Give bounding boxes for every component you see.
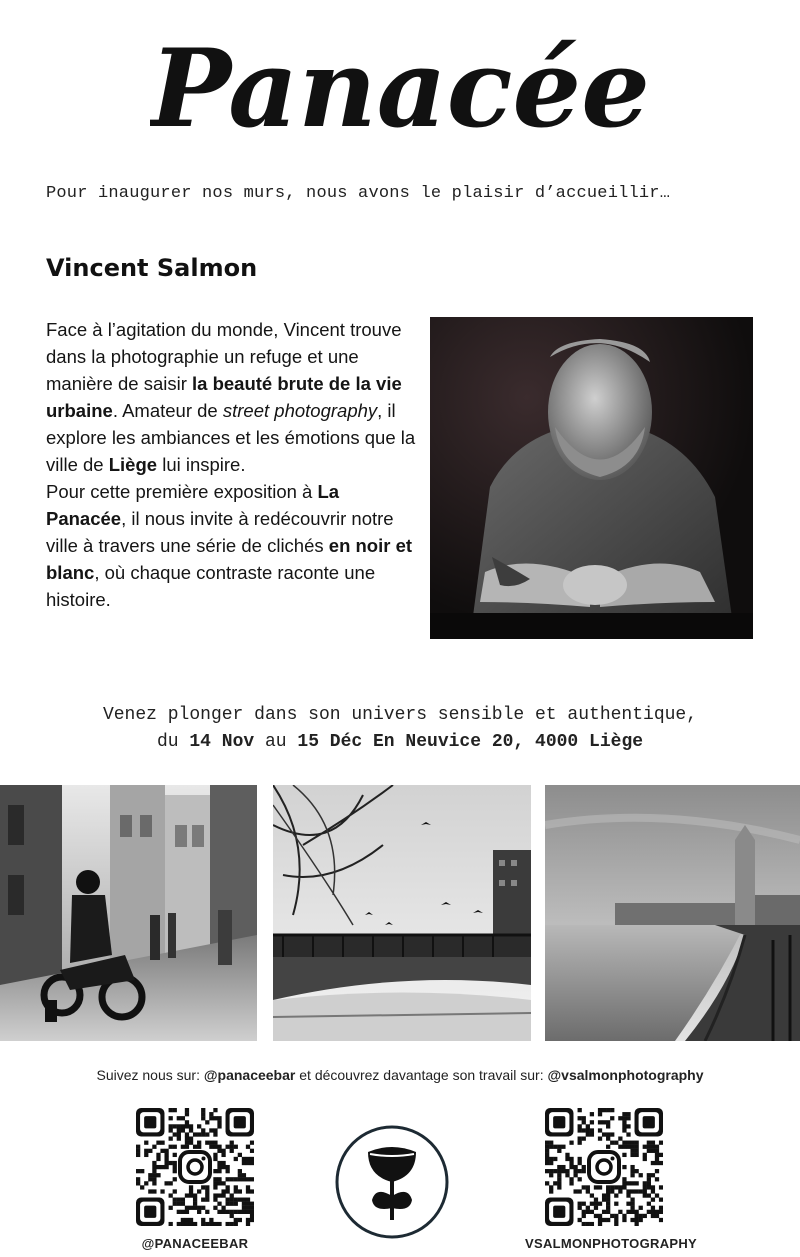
flower-emblem-icon <box>334 1124 450 1240</box>
bio-emphasis: la beauté brute de la vie urbaine <box>46 373 402 421</box>
bio-italic: street photography <box>222 400 378 421</box>
bio-text: . Amateur de <box>112 400 223 421</box>
bio-text: Pour cette première exposition à <box>46 481 318 502</box>
invite-line-2 <box>0 729 800 756</box>
qr-code-icon <box>136 1108 254 1226</box>
follow-prefix: Suivez nous sur: <box>96 1067 204 1083</box>
bio-emphasis: Liège <box>108 454 158 475</box>
brand-logo <box>0 8 800 158</box>
follow-middle: et découvrez davantage son travail sur: <box>295 1067 548 1083</box>
artist-qr-label: VSALMONPHOTOGRAPHY <box>525 1236 698 1251</box>
qr-code-icon <box>545 1108 663 1226</box>
panacee-qr-label: @PANACEEBAR <box>141 1236 249 1251</box>
bridge-photo <box>273 785 531 1041</box>
bio-emphasis: La Panacée <box>46 481 340 529</box>
bio-text: Face à l’agitation du monde, Vincent trouve dans la photographie un refuge et une manière de saisir <box>46 319 402 394</box>
artist-portrait <box>430 317 753 639</box>
invite-end-date-address: 15 Déc En Neuvice 20, 4000 Liège <box>297 732 644 752</box>
follow-line <box>0 1067 800 1083</box>
panacee-handle-link[interactable]: @panaceebar <box>203 1067 296 1083</box>
panacee-qr-code[interactable] <box>136 1108 254 1226</box>
invite-start-date: 14 Nov <box>189 732 255 752</box>
bio-text: , il explore les ambiances et les émotions que la ville de <box>46 400 416 475</box>
artist-name: Vincent Salmon <box>46 254 258 282</box>
street-photo-motorcycle <box>0 785 257 1041</box>
invite-au: au <box>254 732 298 752</box>
bio-text: lui inspire. <box>157 454 246 475</box>
bio-text: , où chaque contraste raconte une histoire. <box>46 562 376 610</box>
artist-bio <box>46 316 416 613</box>
invite-block <box>0 702 800 756</box>
invite-du: du <box>156 732 190 752</box>
artist-handle-link[interactable]: @vsalmonphotography <box>547 1067 704 1083</box>
intro-line: Pour inaugurer nos murs, nous avons le plaisir d’accueillir… <box>46 184 671 203</box>
invite-line-1: Venez plonger dans son univers sensible et authentique, <box>102 705 698 725</box>
artist-qr-code[interactable] <box>545 1108 663 1226</box>
panacee-logo-icon <box>150 8 650 158</box>
river-photo <box>545 785 800 1041</box>
logo-wordmark: Panacée <box>150 26 650 152</box>
bio-text: , il nous invite à redécouvrir notre ville à travers une série de clichés <box>46 508 394 556</box>
bio-emphasis: en noir et blanc <box>46 535 413 583</box>
